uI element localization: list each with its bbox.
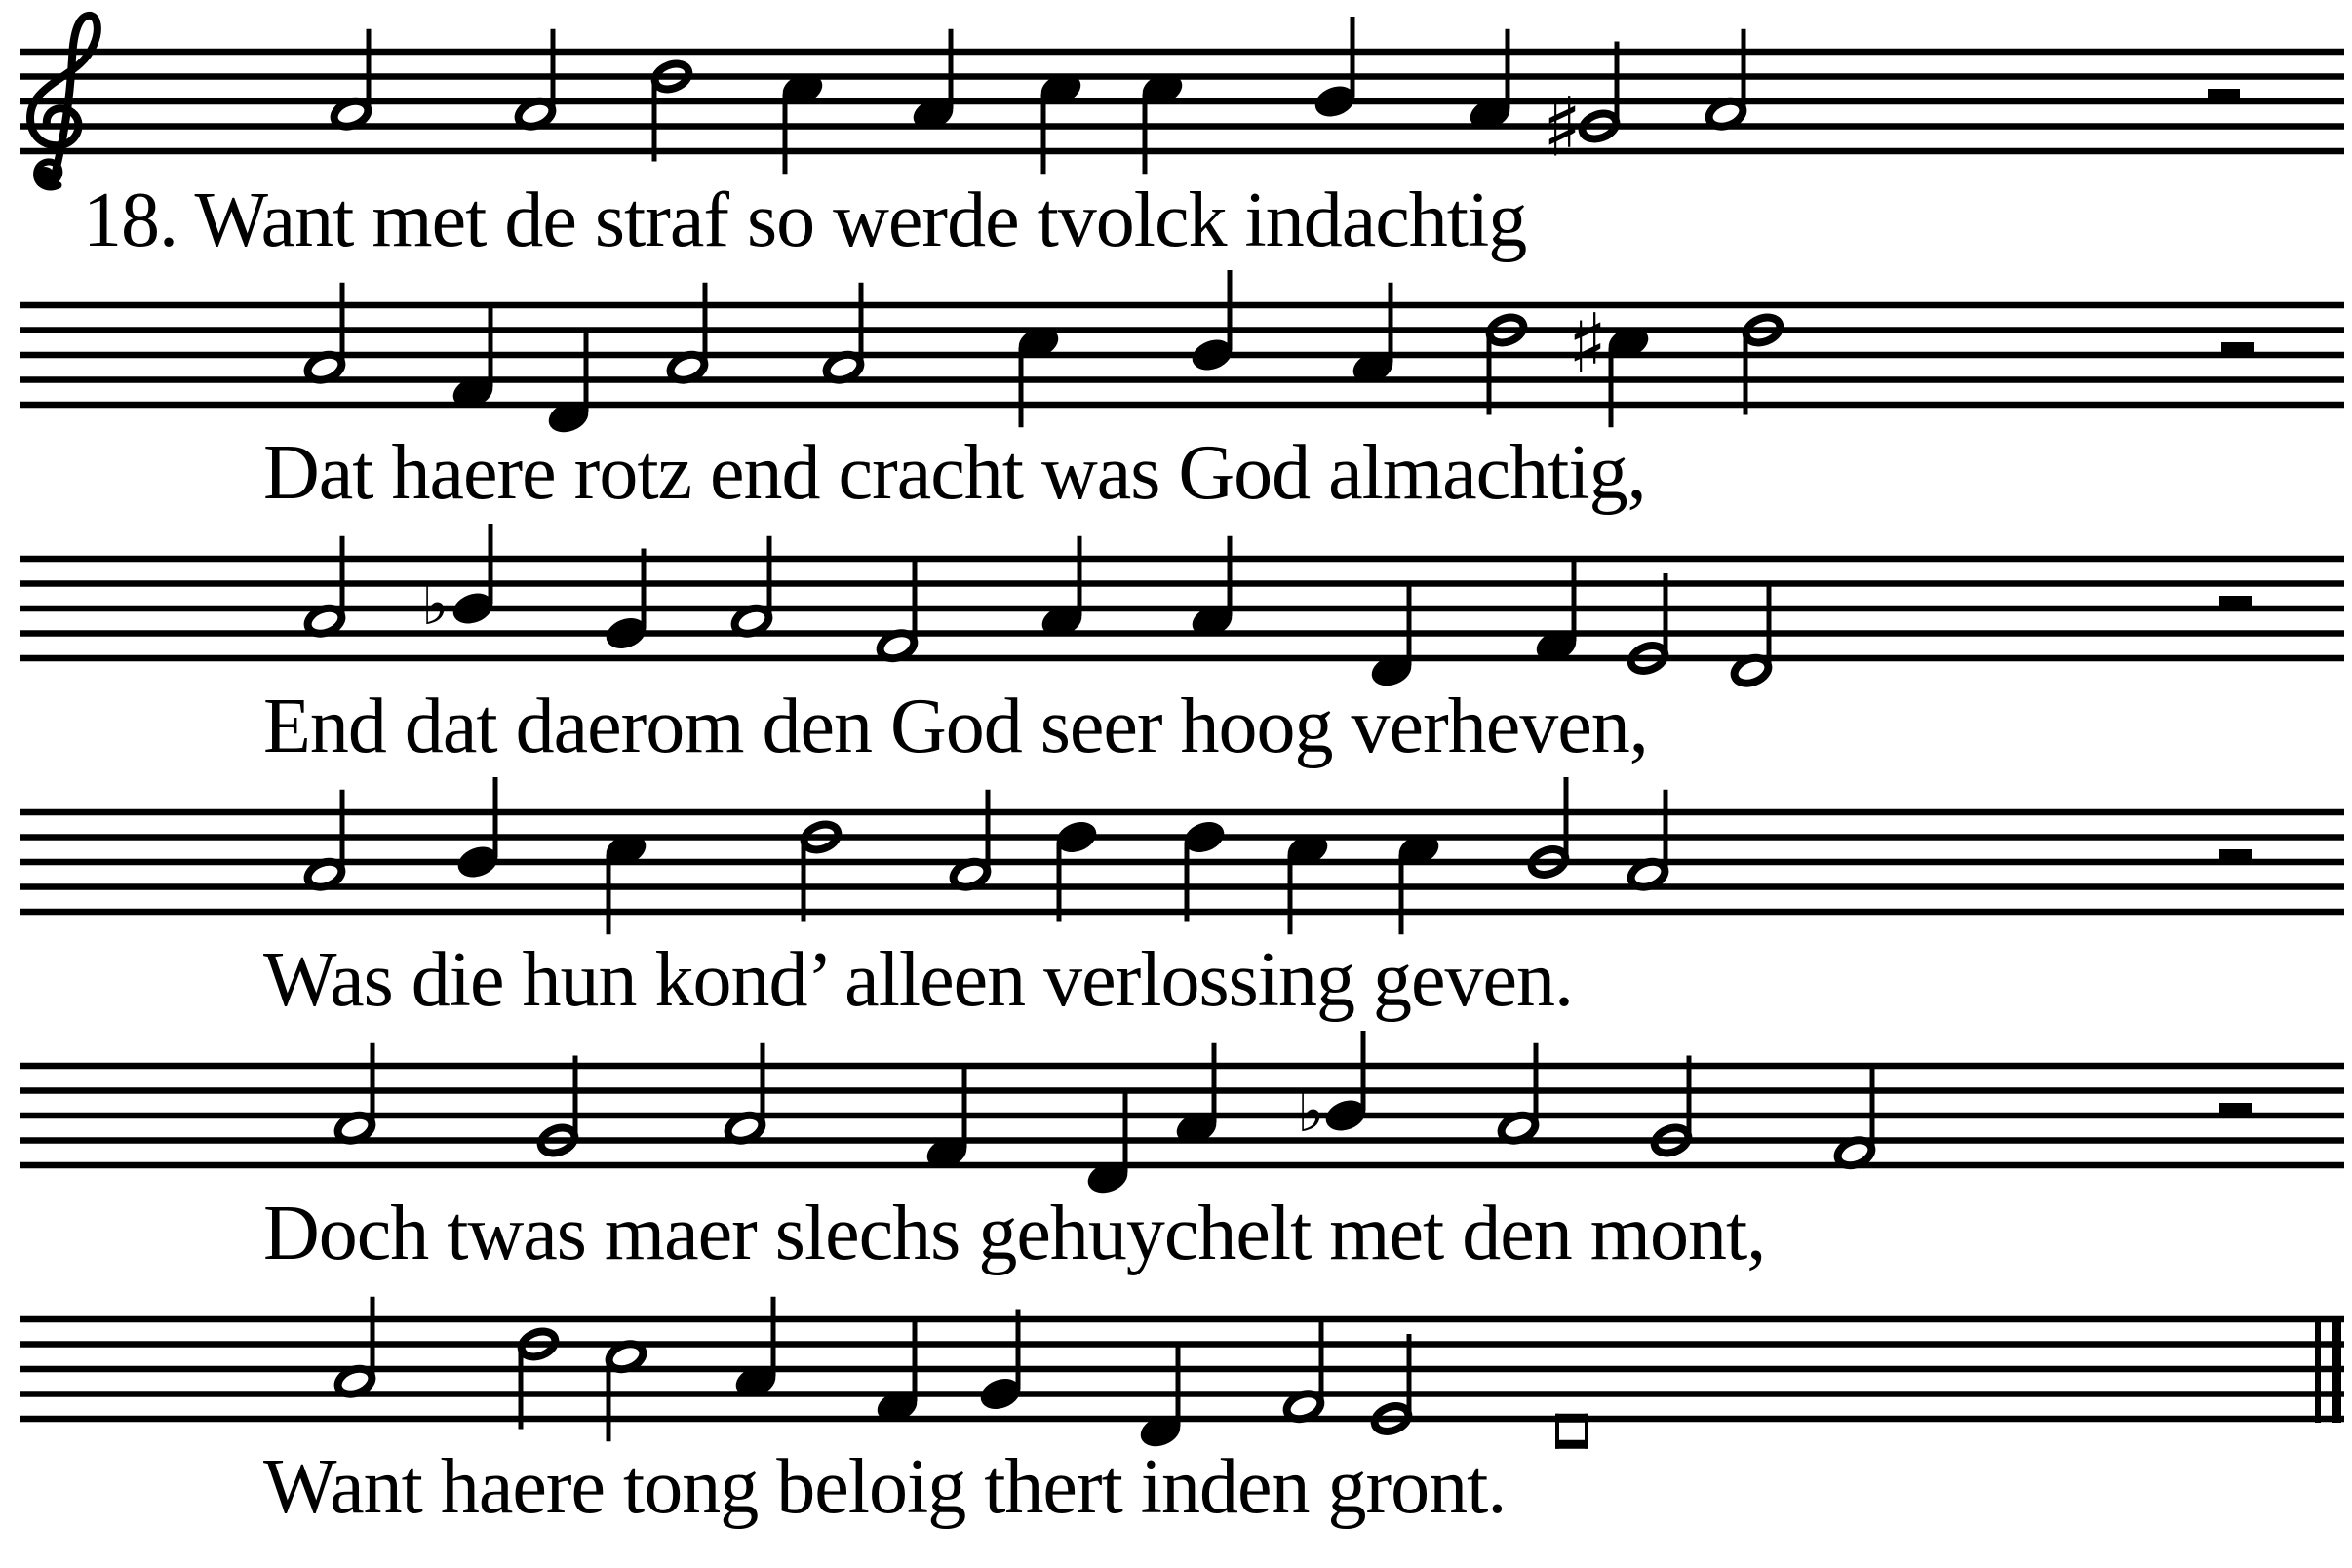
staff-line — [20, 859, 2344, 866]
staff-line — [20, 606, 2344, 612]
lyric-line-2: Dat haere rotz end cracht was God almachtig, — [263, 430, 1646, 516]
note-quarter — [1038, 536, 1086, 642]
note-quarter — [602, 549, 650, 654]
note-half — [877, 561, 918, 663]
lyric-line-1: 18. Want met de straf so werde tvolck indachtig — [83, 177, 1527, 263]
note-half — [1498, 1043, 1539, 1146]
final-barline — [2315, 1316, 2321, 1423]
note-half — [1283, 1321, 1324, 1424]
note-half — [1543, 42, 1620, 176]
note-quarter — [602, 829, 650, 934]
note-quarter — [1311, 17, 1359, 122]
half-rest — [2219, 1103, 2252, 1116]
note-quarter — [1138, 68, 1187, 174]
staff-line — [20, 123, 2344, 130]
staff-line — [20, 352, 2344, 359]
lyric-line-4: Was die hun kond’ alleen verlossing geven. — [263, 937, 1574, 1023]
note-quarter — [1172, 1043, 1221, 1149]
note-half — [304, 790, 345, 892]
note-half — [1627, 790, 1668, 892]
note-quarter — [1083, 1093, 1132, 1198]
note-quarter — [1014, 322, 1063, 427]
note-quarter — [1532, 561, 1581, 666]
note-quarter — [1136, 1347, 1185, 1452]
note-quarter — [453, 777, 502, 882]
note-half — [331, 29, 372, 132]
note-quarter — [1367, 586, 1416, 691]
note-quarter — [778, 68, 827, 174]
staff-line — [20, 909, 2344, 916]
staff — [20, 777, 2344, 934]
note-quarter — [1180, 816, 1229, 921]
staff — [20, 1031, 2344, 1198]
staff-line — [20, 1341, 2344, 1348]
note-quarter — [1466, 29, 1514, 135]
note-half — [1834, 1068, 1875, 1170]
flat-accidental-icon: ♭ — [420, 570, 450, 639]
note-half — [334, 1043, 375, 1146]
staff-line — [20, 655, 2344, 662]
staff-line — [20, 1316, 2344, 1323]
note-quarter — [731, 1297, 780, 1402]
note-half — [606, 1340, 647, 1442]
note-quarter — [873, 1321, 921, 1427]
staff-line — [20, 809, 2344, 816]
staff — [20, 524, 2344, 691]
staff-line — [20, 402, 2344, 409]
note-quarter — [1349, 283, 1397, 388]
staff — [20, 270, 2344, 438]
sharp-accidental-icon: ♯ — [1567, 295, 1608, 392]
staff-line — [20, 1162, 2344, 1169]
note-quarter — [922, 1068, 971, 1173]
staff-line — [20, 556, 2344, 563]
staff-line — [20, 1087, 2344, 1094]
staff — [20, 1297, 2344, 1452]
note-half — [1731, 586, 1772, 688]
lyric-line-6: Want haere tong beloig thert inden gront. — [263, 1444, 1507, 1530]
note-breve — [1555, 1414, 1588, 1449]
staff-line — [20, 302, 2344, 309]
note-half — [731, 536, 772, 639]
note-half — [304, 536, 345, 639]
staff-line — [20, 834, 2344, 841]
flat-accidental-icon: ♭ — [1296, 1078, 1325, 1146]
note-quarter — [1394, 829, 1443, 934]
staff-line — [20, 376, 2344, 383]
note-half — [1705, 29, 1746, 132]
note-half — [823, 283, 864, 385]
half-rest — [2208, 89, 2240, 101]
staff-line — [20, 1063, 2344, 1070]
staff — [20, 16, 2344, 187]
note-quarter — [1037, 68, 1085, 174]
note-quarter — [909, 29, 958, 135]
note-half — [725, 1043, 765, 1146]
staff-line — [20, 1416, 2344, 1423]
half-rest — [2221, 342, 2254, 355]
note-quarter — [976, 1310, 1025, 1415]
note-quarter — [1188, 536, 1236, 642]
note-quarter — [544, 333, 593, 438]
sharp-accidental-icon: ♯ — [1542, 79, 1583, 176]
staff-line — [20, 630, 2344, 637]
lyric-line-3: End dat daerom den God seer hoog verheven, — [263, 684, 1648, 769]
note-half — [334, 1297, 375, 1399]
staff-line — [20, 580, 2344, 587]
note-quarter — [449, 307, 497, 412]
final-barline — [2332, 1316, 2341, 1423]
note-half — [515, 29, 556, 132]
staff-line — [20, 148, 2344, 155]
staff-line — [20, 883, 2344, 890]
staff-line — [20, 327, 2344, 333]
note-quarter — [1052, 816, 1101, 921]
note-half — [667, 283, 708, 385]
note-half — [950, 790, 991, 892]
note-quarter — [1283, 829, 1332, 934]
half-rest — [2219, 596, 2252, 608]
note-quarter — [1188, 270, 1236, 375]
half-rest — [2219, 849, 2252, 862]
lyric-line-5: Doch twas maer slechs gehuychelt met den mont, — [263, 1191, 1766, 1276]
note-half — [304, 283, 345, 385]
